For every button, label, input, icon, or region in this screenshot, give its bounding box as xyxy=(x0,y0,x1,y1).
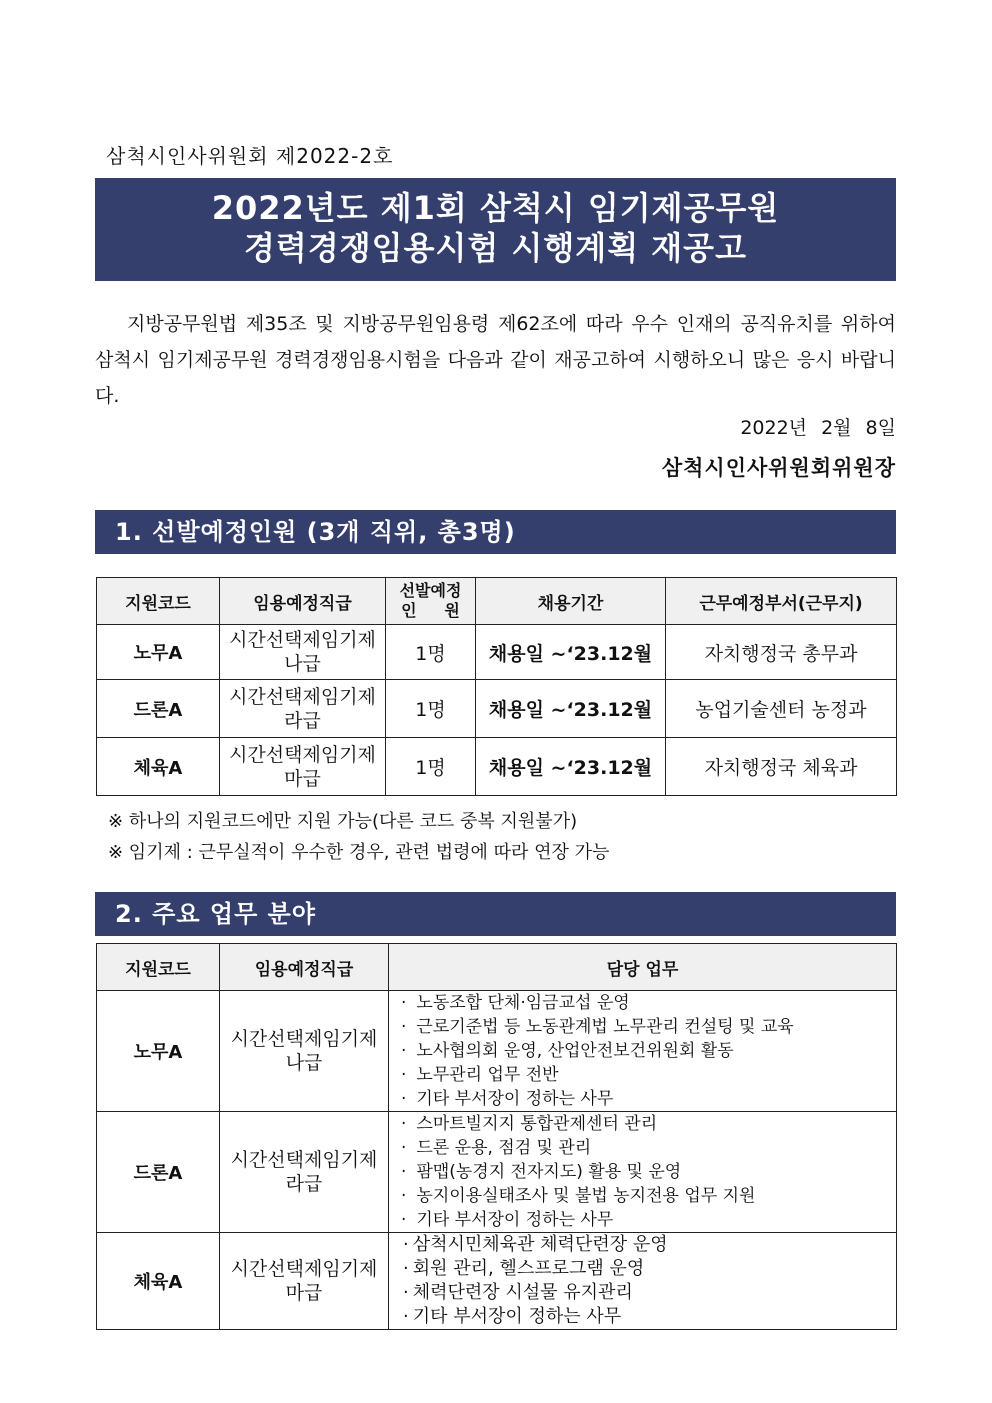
selection-table xyxy=(96,577,897,796)
note-item: ※ 임기제 : 근무실적이 우수한 경우, 관련 법령에 따라 연장 가능 xyxy=(108,842,610,863)
row-duties xyxy=(389,1112,897,1233)
col-period: 채용기간 xyxy=(476,578,666,625)
title-banner xyxy=(95,178,896,281)
table-row xyxy=(97,680,897,738)
duty-item: · 드론 운용, 점검 및 관리 xyxy=(401,1136,896,1160)
row-code: 드론A xyxy=(97,1112,220,1233)
row-period: 채용일 ~‘23.12월 xyxy=(476,738,666,796)
row-grade: 시간선택제임기제 라급 xyxy=(220,680,386,738)
duty-item: · 기타 부서장이 정하는 사무 xyxy=(401,1208,896,1232)
row-code: 노무A xyxy=(97,625,220,680)
col-code: 지원코드 xyxy=(97,944,220,991)
duty-item: · 기타 부서장이 정하는 사무 xyxy=(403,1305,896,1329)
col-duties: 담당 업무 xyxy=(389,944,897,991)
row-dept: 자치행정국 체육과 xyxy=(666,738,897,796)
title-line-2: 경력경쟁임용시험 시행계획 재공고 xyxy=(244,229,747,267)
row-duties xyxy=(389,1233,897,1330)
row-code: 노무A xyxy=(97,991,220,1112)
note-item: ※ 하나의 지원코드에만 지원 가능(다른 코드 중복 지원불가) xyxy=(108,811,578,832)
col-grade: 임용예정직급 xyxy=(220,944,389,991)
row-grade: 시간선택제임기제 마급 xyxy=(220,1233,389,1330)
col-dept: 근무예정부서(근무지) xyxy=(666,578,897,625)
duty-item: · 팜맵(농경지 전자지도) 활용 및 운영 xyxy=(401,1160,896,1184)
row-period: 채용일 ~‘23.12월 xyxy=(476,625,666,680)
row-count: 1명 xyxy=(386,680,476,738)
duty-item: · 노무관리 업무 전반 xyxy=(401,1063,896,1087)
duty-item: · 회원 관리, 헬스프로그램 운영 xyxy=(403,1257,896,1281)
duty-item: · 노동조합 단체·임금교섭 운영 xyxy=(401,991,896,1015)
table-header-row xyxy=(97,578,897,625)
table-row xyxy=(97,1112,897,1233)
section2-heading: 2. 주요 업무 분야 xyxy=(95,892,896,936)
signer: 삼척시인사위원회위원장 xyxy=(661,456,896,480)
row-grade: 시간선택제임기제 라급 xyxy=(220,1112,389,1233)
table-row xyxy=(97,1233,897,1330)
row-code: 체육A xyxy=(97,738,220,796)
col-code: 지원코드 xyxy=(97,578,220,625)
title-line-1: 2022년도 제1회 삼척시 임기제공무원 xyxy=(211,189,780,227)
intro-paragraph xyxy=(95,306,896,414)
table-row xyxy=(97,625,897,680)
duties-table xyxy=(96,943,897,1330)
duty-item: · 삼척시민체육관 체력단련장 운영 xyxy=(403,1233,896,1257)
duty-item: · 근로기준법 등 노동관계법 노무관리 컨설팅 및 교육 xyxy=(401,1015,896,1039)
row-count: 1명 xyxy=(386,625,476,680)
section1-notes xyxy=(108,806,609,868)
notice-date: 2022년 2월 8일 xyxy=(740,417,896,439)
duty-item: · 스마트빌지지 통합관제센터 관리 xyxy=(401,1112,896,1136)
duty-item: · 농지이용실태조사 및 불법 농지전용 업무 지원 xyxy=(401,1184,896,1208)
duty-item: · 기타 부서장이 정하는 사무 xyxy=(401,1087,896,1111)
row-grade: 시간선택제임기제 나급 xyxy=(220,625,386,680)
table-row xyxy=(97,738,897,796)
intro-text: 지방공무원법 제35조 및 지방공무원임용령 제62조에 따라 우수 인재의 공직유치를 위하여 삼척시 임기제공무원 경력경쟁임용시험을 다음과 같이 재공고하여 시행하오니 많은 응시 바랍니다. xyxy=(95,313,896,407)
col-grade: 임용예정직급 xyxy=(220,578,386,625)
section1-heading: 1. 선발예정인원 (3개 직위, 총3명) xyxy=(95,510,896,554)
table-row xyxy=(97,991,897,1112)
duty-item: · 노사협의회 운영, 산업안전보건위원회 활동 xyxy=(401,1039,896,1063)
notice-number: 삼척시인사위원회 제2022-2호 xyxy=(106,144,394,168)
row-dept: 농업기술센터 농정과 xyxy=(666,680,897,738)
row-dept: 자치행정국 총무과 xyxy=(666,625,897,680)
row-code: 체육A xyxy=(97,1233,220,1330)
duty-item: · 체력단련장 시설물 유지관리 xyxy=(403,1281,896,1305)
row-grade: 시간선택제임기제 마급 xyxy=(220,738,386,796)
col-count: 선발예정 인 원 xyxy=(386,578,476,625)
row-duties xyxy=(389,991,897,1112)
row-grade: 시간선택제임기제 나급 xyxy=(220,991,389,1112)
table-header-row xyxy=(97,944,897,991)
row-code: 드론A xyxy=(97,680,220,738)
row-period: 채용일 ~‘23.12월 xyxy=(476,680,666,738)
row-count: 1명 xyxy=(386,738,476,796)
